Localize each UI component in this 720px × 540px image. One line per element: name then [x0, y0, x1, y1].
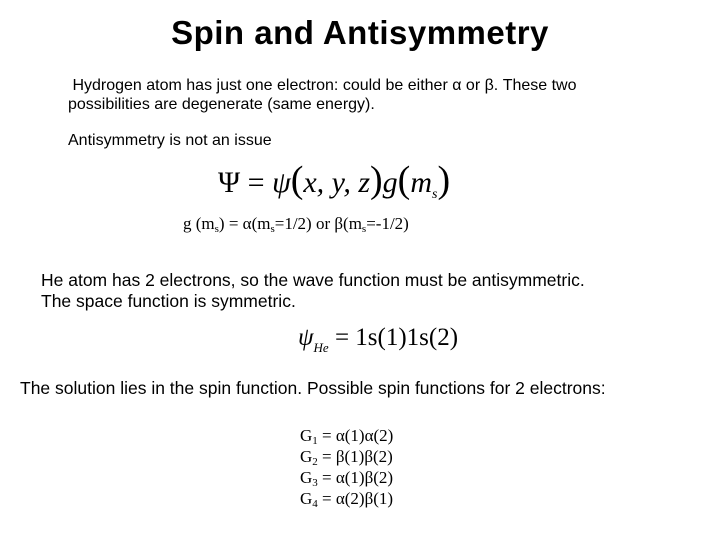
antisymmetry-note: Antisymmetry is not an issue	[68, 132, 272, 149]
g-open-paren: (	[397, 159, 411, 201]
psi-he-symbol: ψ	[298, 324, 314, 351]
helium-equation	[298, 324, 458, 356]
spin-label: G	[300, 468, 313, 487]
solution-statement: The solution lies in the spin function. Possible spin functions for 2 electrons:	[20, 378, 606, 398]
g-symbol: g	[382, 166, 398, 199]
g-def-part-2: ) = α(m	[218, 214, 271, 233]
spin-function-row	[300, 488, 393, 509]
wavefunction-equation	[218, 158, 450, 203]
g-def-part-3: =1/2) or β(m	[274, 214, 362, 233]
hydrogen-line-1: Hydrogen atom has just one electron: could be either α or β. These two	[68, 77, 577, 94]
spin-index: 3	[312, 477, 318, 489]
g-def-part-1: g (m	[183, 214, 215, 233]
close-paren: )	[370, 159, 383, 201]
spin-function-row	[300, 467, 393, 488]
spin-index: 1	[312, 435, 318, 447]
spin-expression: = β(1)β(2)	[317, 447, 393, 466]
spin-function-row	[300, 425, 393, 446]
equals-sign: =	[240, 166, 273, 199]
spatial-args: x, y, z	[303, 166, 371, 199]
spin-expression: = α(1)β(2)	[317, 468, 394, 487]
psi-he-subscript: He	[313, 340, 329, 355]
open-paren: (	[290, 159, 304, 201]
spin-function-row	[300, 446, 393, 467]
g-def-sub-3: s	[361, 223, 367, 235]
m-subscript: s	[432, 187, 438, 202]
g-def-sub-2: s	[270, 223, 275, 235]
helium-line-2: The space function is symmetric.	[41, 291, 296, 311]
spin-expression: = α(1)α(2)	[317, 426, 394, 445]
spin-expression: = α(2)β(1)	[317, 489, 394, 508]
hydrogen-paragraph	[68, 76, 577, 114]
spin-function-list	[300, 425, 393, 509]
spin-label: G	[300, 426, 313, 445]
g-definition	[183, 214, 409, 235]
g-def-part-4: =-1/2)	[366, 214, 409, 233]
g-def-sub-1: s	[214, 223, 219, 235]
m-symbol: m	[410, 166, 432, 199]
spin-index: 4	[312, 498, 318, 510]
psi-lower-symbol: ψ	[272, 166, 291, 199]
psi-symbol: Ψ	[218, 166, 241, 199]
helium-paragraph	[41, 270, 585, 312]
hydrogen-line-2: possibilities are degenerate (same energy).	[68, 96, 375, 113]
slide-title: Spin and Antisymmetry	[171, 14, 549, 51]
helium-equation-rhs: = 1s(1)1s(2)	[328, 324, 459, 351]
g-close-paren: )	[437, 159, 451, 201]
spin-label: G	[300, 447, 313, 466]
helium-line-1: He atom has 2 electrons, so the wave function must be antisymmetric.	[41, 270, 585, 290]
spin-label: G	[300, 489, 313, 508]
spin-index: 2	[312, 456, 318, 468]
